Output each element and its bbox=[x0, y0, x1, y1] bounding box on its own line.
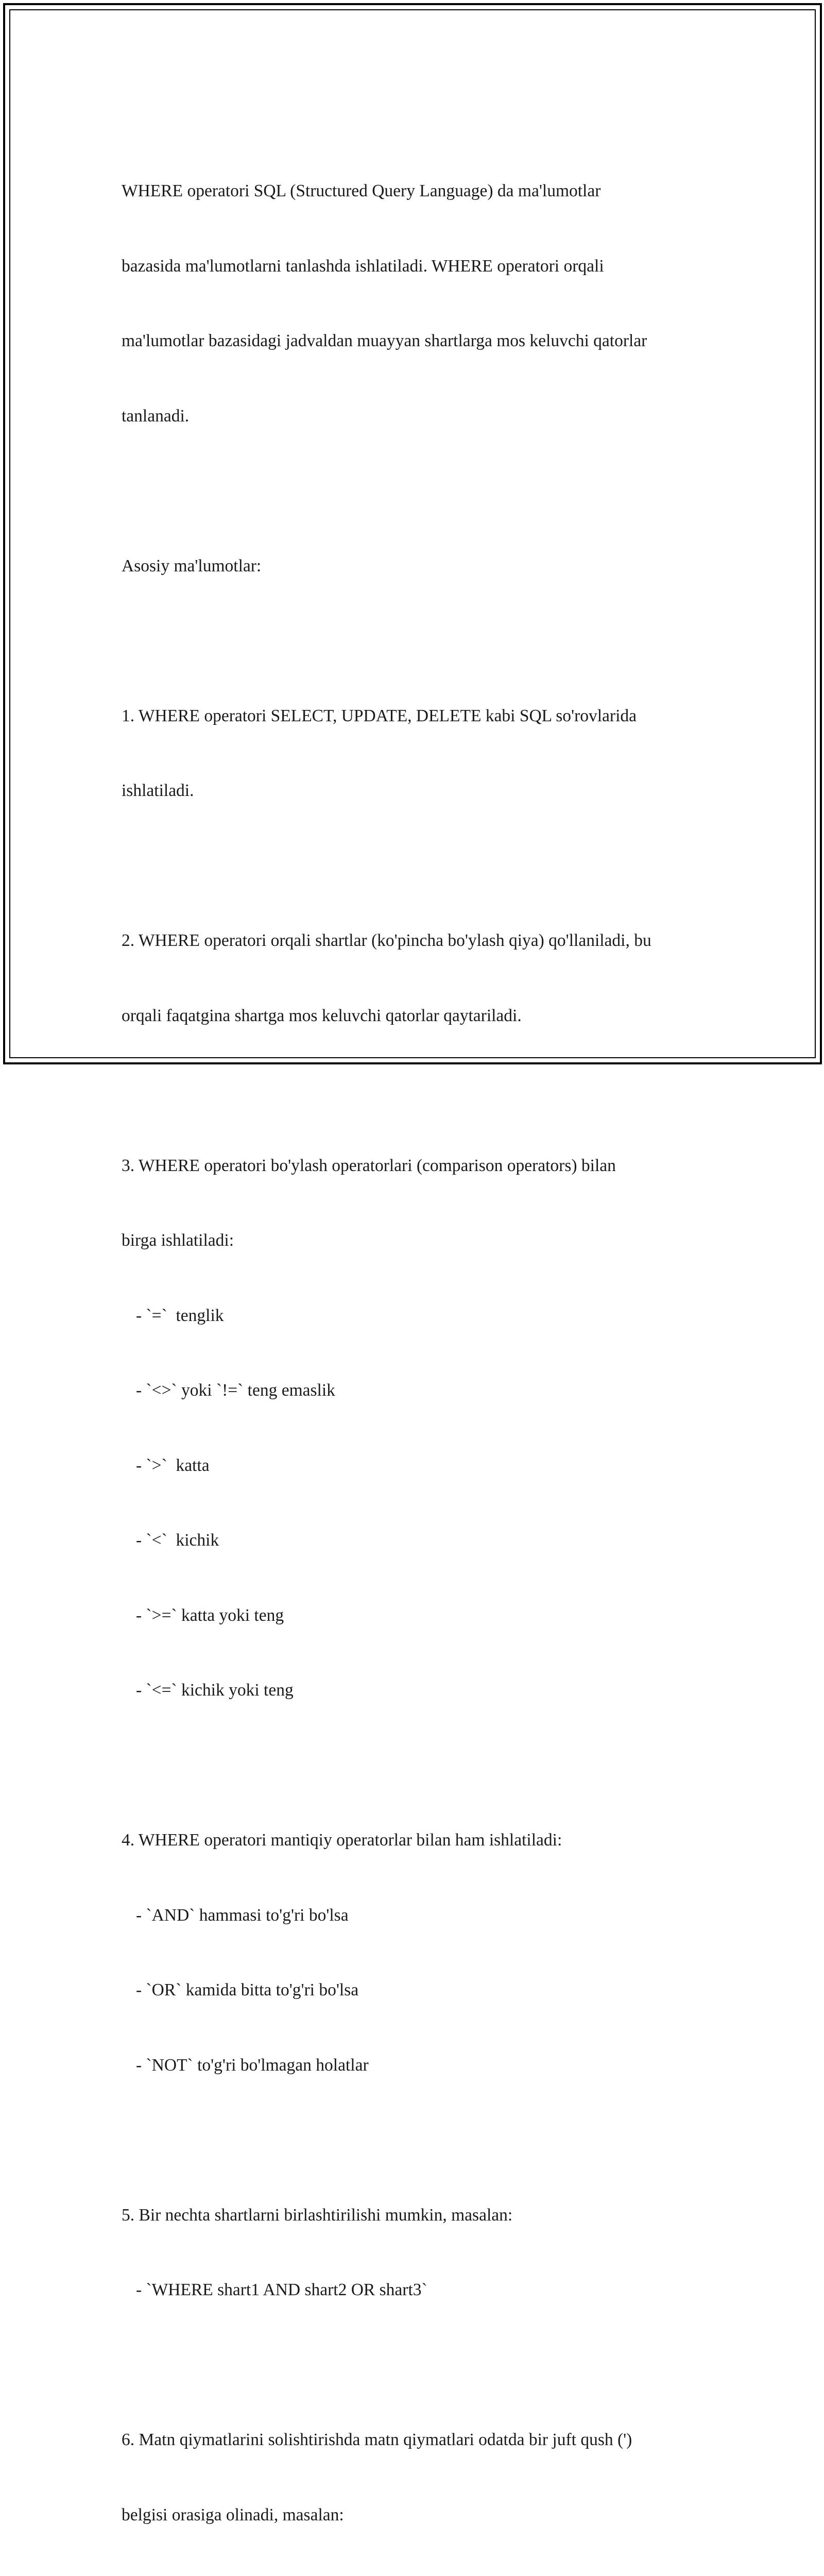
text-line: bazasida ma'lumotlarni tanlashda ishlatiladi. WHERE operatori orqali bbox=[122, 256, 604, 276]
sub-item: - `<=` kichik yoki teng bbox=[136, 1681, 294, 1700]
list-item-6 bbox=[122, 2378, 719, 2576]
sub-item: - `<>` yoki `!=` teng emaslik bbox=[136, 1381, 335, 1400]
document-body bbox=[122, 129, 719, 2576]
list-item-3 bbox=[122, 1104, 719, 1753]
text-line: 3. WHERE operatori bo'ylash operatorlari (comparison operators) bilan bbox=[122, 1156, 616, 1175]
list-item-2 bbox=[122, 878, 719, 1078]
text-line: orqali faqatgina shartga mos keluvchi qatorlar qaytariladi. bbox=[122, 1006, 522, 1025]
text-line: 4. WHERE operatori mantiqiy operatorlar bilan ham ishlatiladi: bbox=[122, 1831, 562, 1850]
sub-item: - `>` katta bbox=[136, 1455, 210, 1475]
intro-paragraph bbox=[122, 129, 719, 479]
text-line: 1. WHERE operatori SELECT, UPDATE, DELETE kabi SQL so'rovlarida bbox=[122, 706, 637, 725]
sub-item: - `=` tenglik bbox=[136, 1306, 224, 1325]
text-line: WHERE operatori SQL (Structured Query Language) da ma'lumotlar bbox=[122, 181, 601, 200]
text-line: ishlatiladi. bbox=[122, 781, 194, 800]
sub-item: - `>=` katta yoki teng bbox=[136, 1605, 284, 1625]
text-line: ma'lumotlar bazasidagi jadvaldan muayyan shartlarga mos keluvchi qatorlar bbox=[122, 331, 647, 350]
text-line: 5. Bir nechta shartlarni birlashtirilishi mumkin, masalan: bbox=[122, 2205, 513, 2225]
sub-item: - `<` kichik bbox=[136, 1531, 219, 1550]
list-item-1 bbox=[122, 654, 719, 854]
list-item-4 bbox=[122, 1778, 719, 2128]
text-line: 2. WHERE operatori orqali shartlar (ko'pincha bo'ylash qiya) qo'llaniladi, bu bbox=[122, 931, 651, 950]
text-line: 6. Matn qiymatlarini solishtirishda matn qiymatlari odatda bir juft qush (') bbox=[122, 2430, 632, 2449]
sub-item: - `OR` kamida bitta to'g'ri bo'lsa bbox=[136, 1980, 359, 1999]
sub-item: - `AND` hammasi to'g'ri bo'lsa bbox=[136, 1905, 349, 1925]
text-line: birga ishlatiladi: bbox=[122, 1231, 234, 1250]
sub-item: - `NOT` to'g'ri bo'lmagan holatlar bbox=[136, 2055, 369, 2075]
heading-text: Asosiy ma'lumotlar: bbox=[122, 556, 262, 575]
section-heading bbox=[122, 504, 719, 629]
text-line: belgisi orasiga olinadi, masalan: bbox=[122, 2505, 344, 2524]
list-item-5 bbox=[122, 2153, 719, 2353]
text-line: tanlanadi. bbox=[122, 406, 190, 426]
sub-item: - `WHERE shart1 AND shart2 OR shart3` bbox=[136, 2280, 427, 2299]
